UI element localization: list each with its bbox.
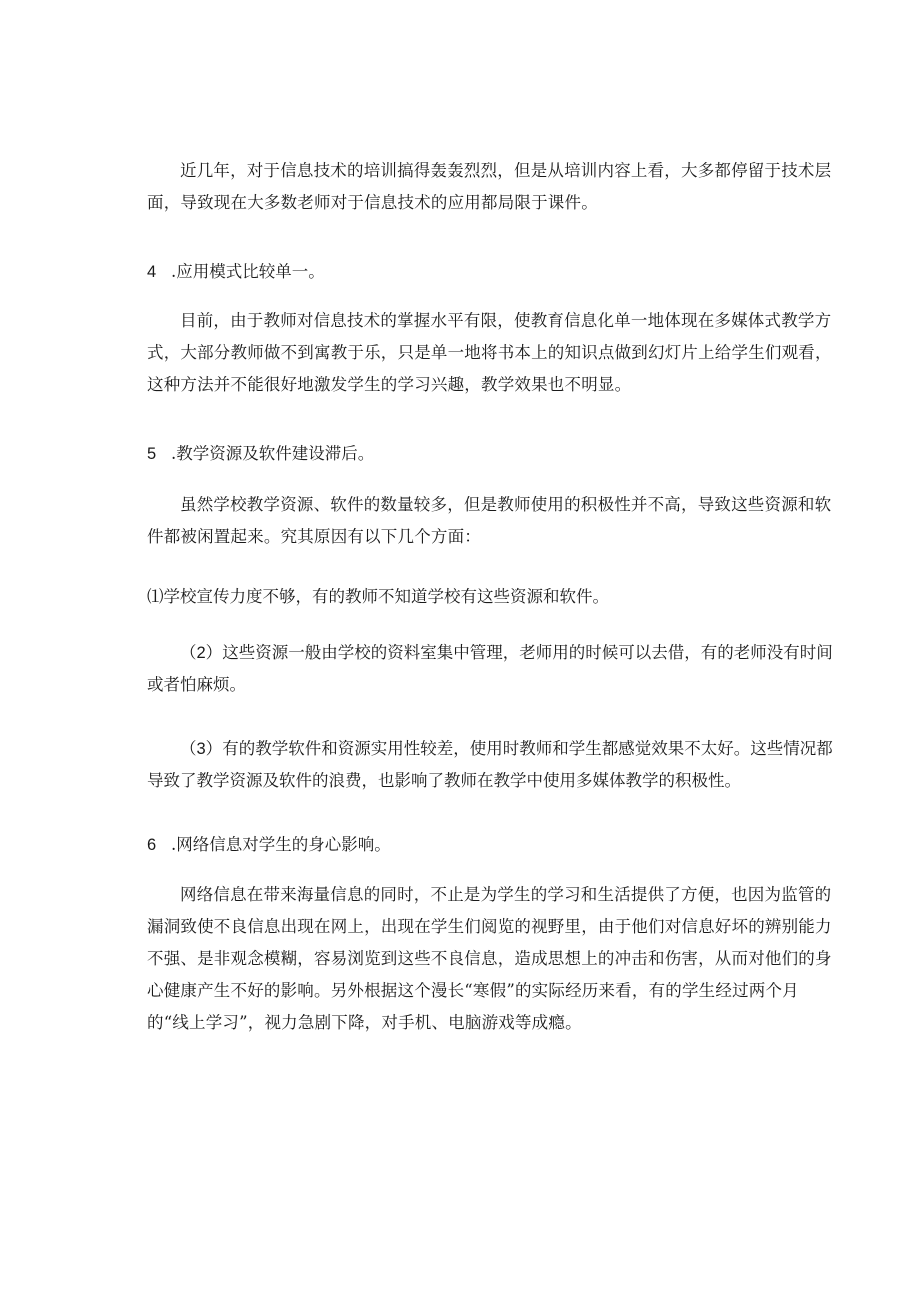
list-item-2-text: 这些资源一般由学校的资料室集中管理，老师用的时候可以去借，有的老师没有时间或者怕麻烦。 xyxy=(147,643,833,694)
paragraph-application-mode: 目前，由于教师对信息技术的掌握水平有限，使教育信息化单一地体现在多媒体式教学方式，大部分教师做不到寓教于乐，只是单一地将书本上的知识点做到幻灯片上给学生们观看，这种方法并不能很好地激发学生的学习兴趣，教学效果也不明显。 xyxy=(147,311,832,394)
paragraph-resources: 虽然学校教学资源、软件的数量较多，但是教师使用的积极性并不高，导致这些资源和软件都被闲置起来。究其原因有以下几个方面： xyxy=(147,495,832,546)
heading-4-text: .应用模式比较单一。 xyxy=(171,262,325,281)
list-item-2 xyxy=(147,637,837,701)
list-item-1 xyxy=(147,581,837,613)
paragraph-training: 近几年，对于信息技术的培训搞得轰轰烈烈，但是从培训内容上看，大多都停留于技术层面，导致现在大多数老师对于信息技术的应用都局限于课件。 xyxy=(147,161,832,212)
heading-6 xyxy=(147,829,837,861)
list-item-1-text: 学校宣传力度不够，有的教师不知道学校有这些资源和软件。 xyxy=(163,587,609,606)
list-item-3-text: 有的教学软件和资源实用性较差，使用时教师和学生都感觉效果不太好。这些情况都导致了教学资源及软件的浪费，也影响了教师在教学中使用多媒体教学的积极性。 xyxy=(147,739,833,790)
heading-4 xyxy=(147,256,837,288)
list-item-3-marker: （3） xyxy=(180,740,223,758)
list-item-3 xyxy=(147,733,837,797)
heading-6-text: .网络信息对学生的身心影响。 xyxy=(171,835,391,854)
heading-5-text: .教学资源及软件建设滞后。 xyxy=(171,444,375,463)
heading-5-number: 5 xyxy=(147,445,157,463)
list-item-2-marker: （2） xyxy=(180,644,223,662)
heading-6-number: 6 xyxy=(147,836,157,854)
paragraph-network-influence: 网络信息在带来海量信息的同时，不止是为学生的学习和生活提供了方便，也因为监管的漏洞致使不良信息出现在网上，出现在学生们阅览的视野里，由于他们对信息好坏的辨别能力不强、是非观念模糊，容易浏览到这些不良信息，造成思想上的冲击和伤害，从而对他们的身心健康产生不好的影响。另外根据这个漫长“寒假”的实际经历来看，有的学生经过两个月的“线上学习”，视力急剧下降，对手机、电脑游戏等成瘾。 xyxy=(147,885,832,1032)
list-item-1-marker: ⑴ xyxy=(147,588,164,606)
heading-4-number: 4 xyxy=(147,263,157,281)
heading-5 xyxy=(147,438,837,470)
